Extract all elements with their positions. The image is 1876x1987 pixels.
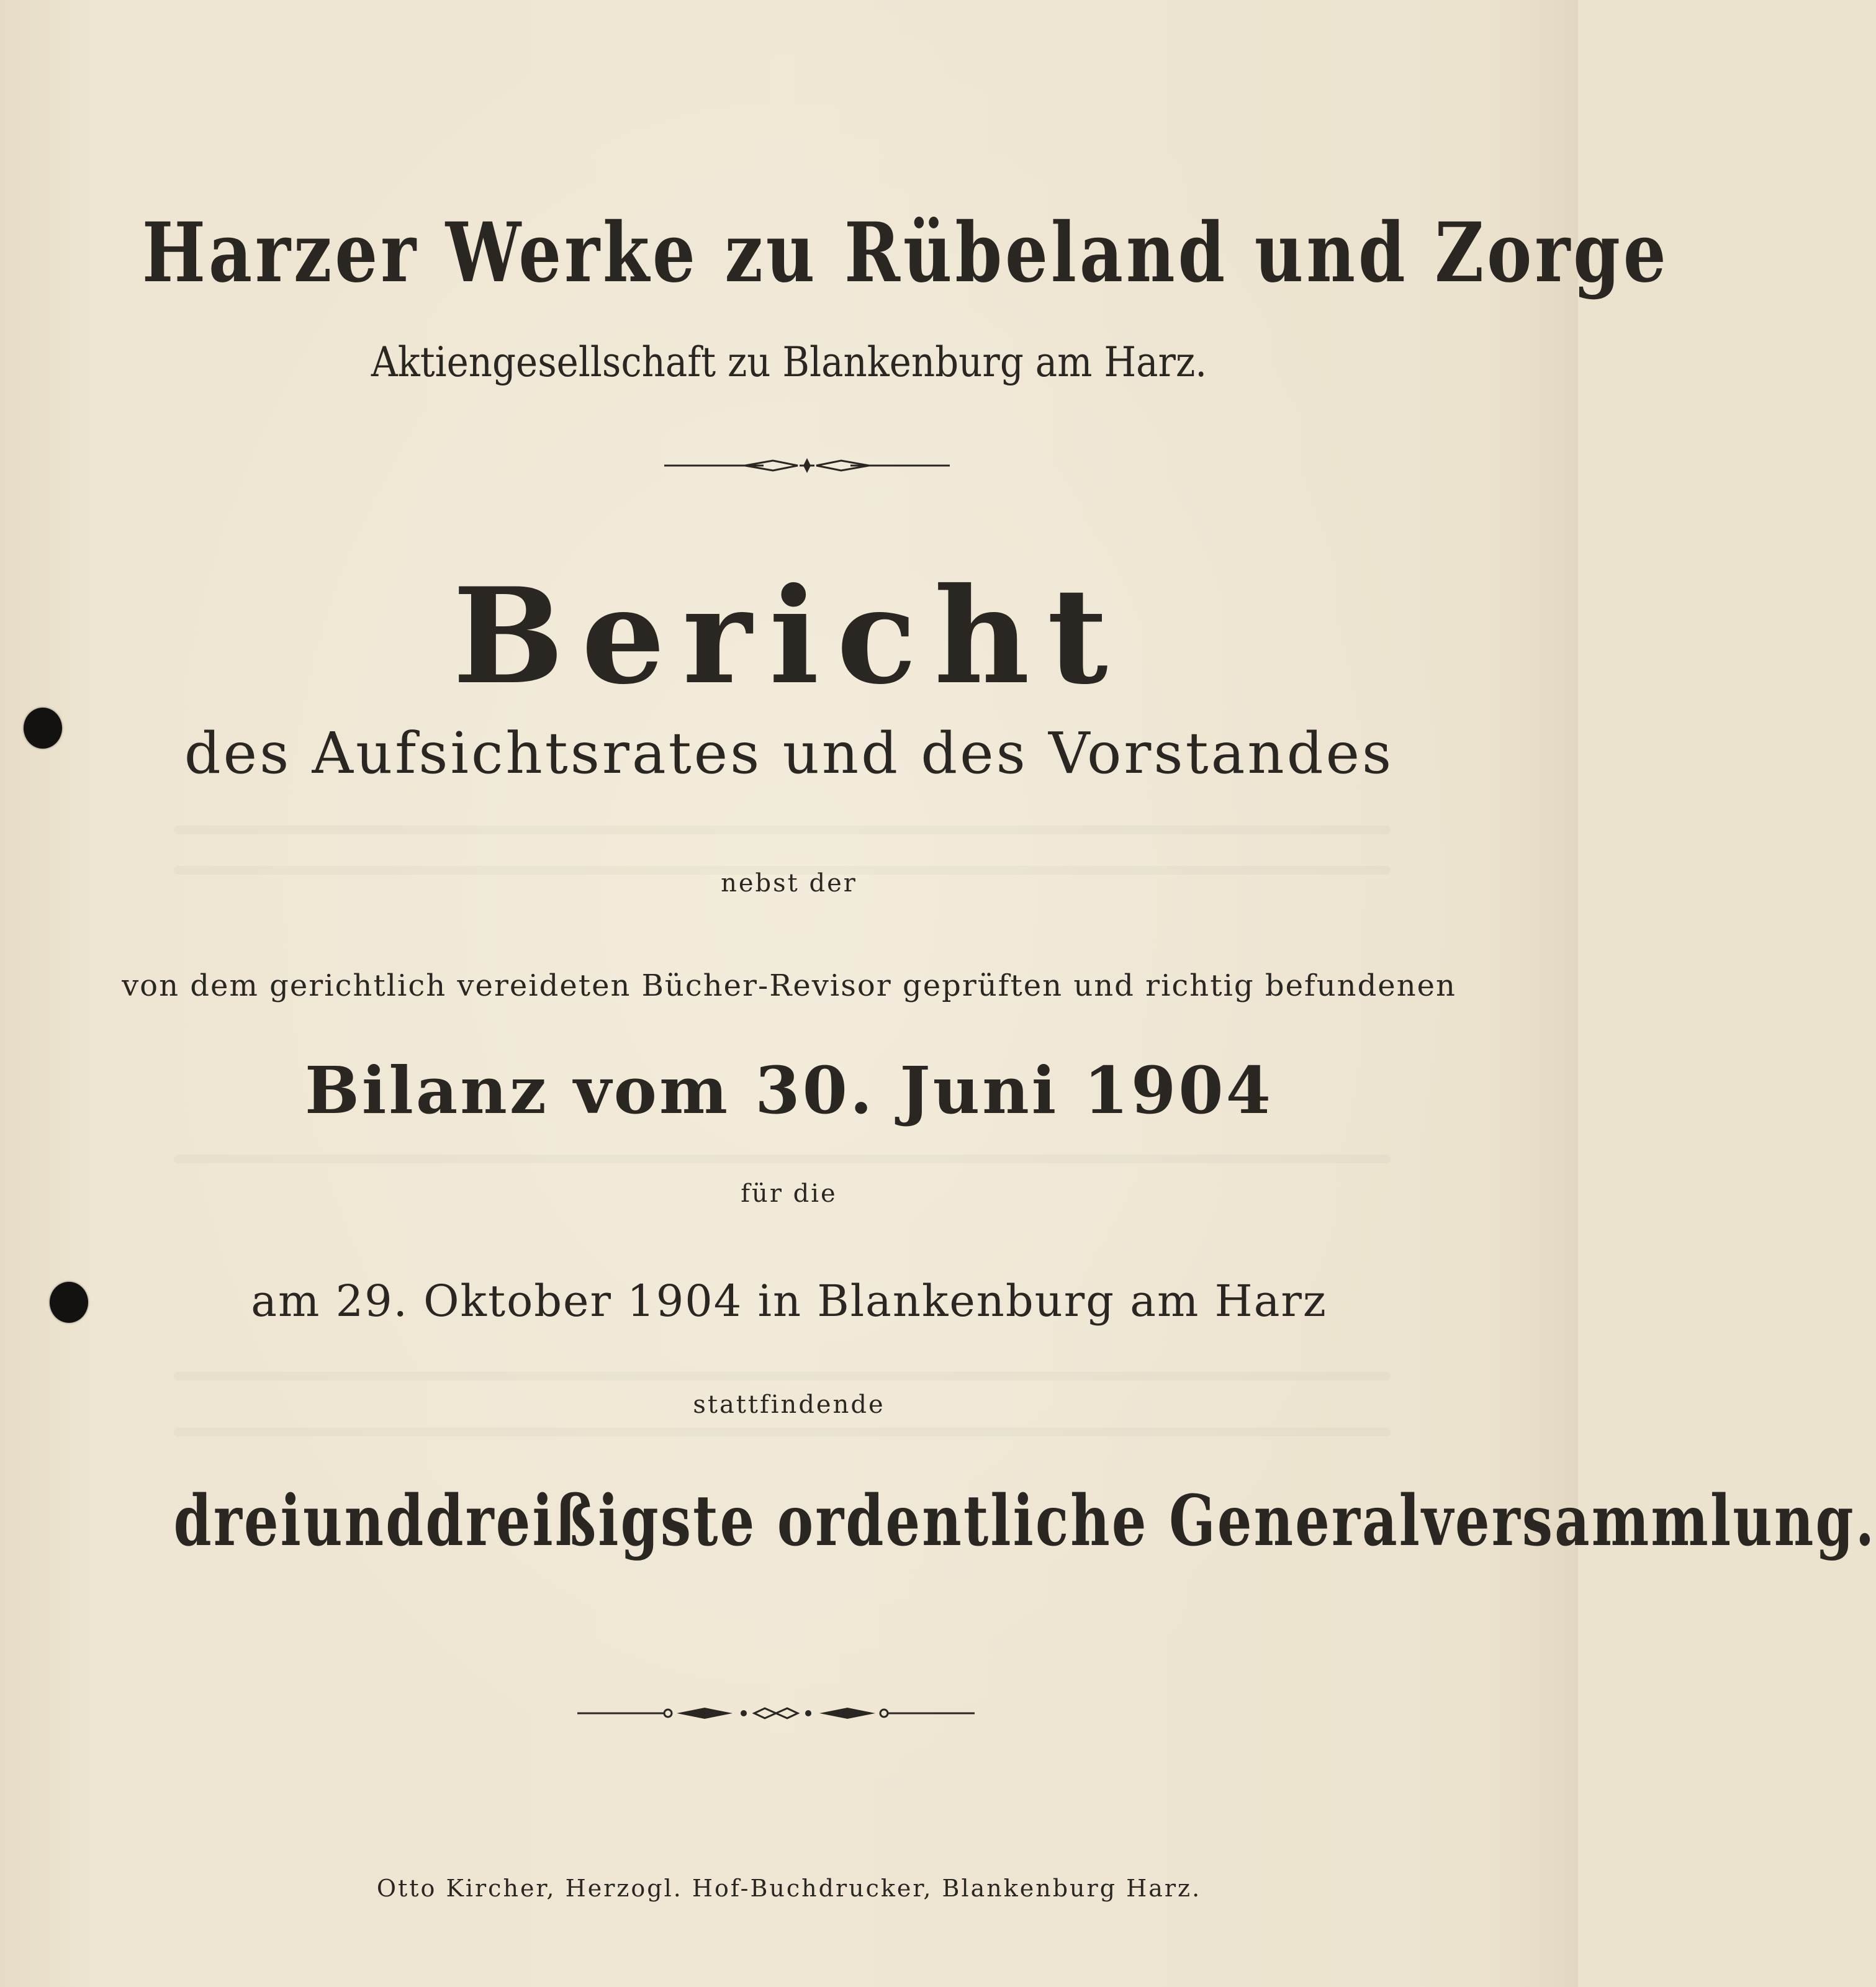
meeting-date-line: am 29. Oktober 1904 in Blankenburg am Harz bbox=[251, 1276, 1327, 1327]
connector-fuer-die: für die bbox=[741, 1179, 837, 1208]
report-subheading: des Aufsichtsrates und des Vorstandes bbox=[184, 720, 1394, 786]
bleed-through-line bbox=[174, 1428, 1391, 1436]
assembly-heading: dreiunddreißigste ordentliche Generalversammlung. bbox=[173, 1480, 1876, 1562]
bleed-through-line bbox=[174, 826, 1391, 834]
company-title: Harzer Werke zu Rübeland und Zorge bbox=[142, 205, 1669, 301]
printer-imprint: Otto Kircher, Herzogl. Hof-Buchdrucker, Blankenburg Harz. bbox=[376, 1875, 1202, 1902]
report-heading: Bericht bbox=[453, 559, 1125, 713]
bleed-through-line bbox=[174, 1372, 1391, 1381]
revisor-line: von dem gerichtlich vereideten Bücher-Revisor geprüften und richtig befundenen bbox=[122, 968, 1456, 1003]
bleed-through-line bbox=[174, 1155, 1391, 1163]
connector-stattfindende: stattfindende bbox=[693, 1390, 885, 1419]
company-subtitle: Aktiengesellschaft zu Blankenburg am Harz. bbox=[371, 338, 1207, 386]
divider-ornament-bottom bbox=[577, 1701, 975, 1726]
connector-nebst: nebst der bbox=[721, 869, 857, 898]
divider-ornament-top bbox=[664, 453, 950, 478]
balance-heading: Bilanz vom 30. Juni 1904 bbox=[305, 1052, 1273, 1129]
